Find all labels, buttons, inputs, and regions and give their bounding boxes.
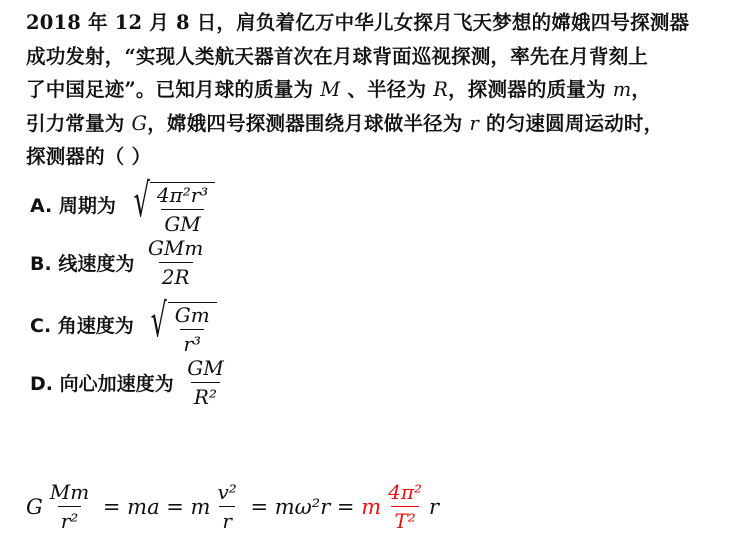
option-d-label: D. 向心加速度为 <box>30 373 181 395</box>
option-d-denominator: R² <box>191 382 220 409</box>
var-m: m <box>612 78 632 101</box>
option-c[interactable] <box>30 292 217 356</box>
option-b-denominator: 2R <box>159 262 193 289</box>
option-a-denominator: GM <box>161 209 203 236</box>
solution-tail-r: r <box>429 494 440 519</box>
var-R: R <box>433 78 449 101</box>
option-d[interactable] <box>30 356 231 409</box>
option-b-label: B. 线速度为 <box>30 253 141 275</box>
option-c-denominator: r³ <box>180 329 204 356</box>
solution-fraction-3: $\frac{\text{4π²}}{\text{T²}}$ <box>388 480 423 533</box>
option-d-numerator: GM <box>187 356 224 380</box>
solution-equation <box>26 480 439 533</box>
var-r: r <box>469 111 480 135</box>
var-M: M <box>320 78 341 101</box>
option-a-sqrt: √ $\frac{\text{4π²r³}}{GM}$ <box>127 172 216 236</box>
option-a-label: A. 周期为 <box>30 194 123 217</box>
solution-fraction-2: $\frac{\text{v²}}{r}$ <box>217 480 237 533</box>
solution-fraction-1: $\frac{Mm}{\text{r²}}$ <box>49 480 90 533</box>
var-G: G <box>131 111 148 135</box>
question-line-2: 成功发射，“实现人类航天器首次在月球背面巡视探测，率先在月背刻上 <box>26 44 649 68</box>
solution-G: G <box>26 494 43 519</box>
option-d-fraction <box>184 356 226 409</box>
option-b-fraction <box>145 236 206 289</box>
question-line-3: 了中国足迹”。已知月球的质量为 M 、半径为 R，探测器的质量为 m， <box>26 78 652 101</box>
option-c-label: C. 角速度为 <box>30 314 141 337</box>
question-line-5: 探测器的（ ） <box>26 145 152 168</box>
option-b[interactable] <box>30 236 210 289</box>
question-line-4: 引力常量为 G，嫦娥四号探测器围绕月球做半径为 r 的匀速圆周运动时， <box>26 111 664 135</box>
option-c-numerator: Gm <box>174 303 210 327</box>
question-line-1: 2018 年 12 月 8 日，肩负着亿万中华儿女探月飞天梦想的嫦娥四号探测器 <box>26 11 690 34</box>
solution-equals-1: = ma = m <box>96 494 211 519</box>
question-text <box>26 6 726 174</box>
solution-equals-2: = mω²r = <box>243 494 362 519</box>
solution-red-m: m <box>361 494 382 519</box>
option-b-numerator: GMm <box>147 236 204 260</box>
option-a-numerator: 4π²r³ <box>156 183 209 207</box>
option-a[interactable] <box>30 172 215 236</box>
option-c-sqrt: √ $\frac{Gm}{\text{r³}}$ <box>144 292 216 356</box>
